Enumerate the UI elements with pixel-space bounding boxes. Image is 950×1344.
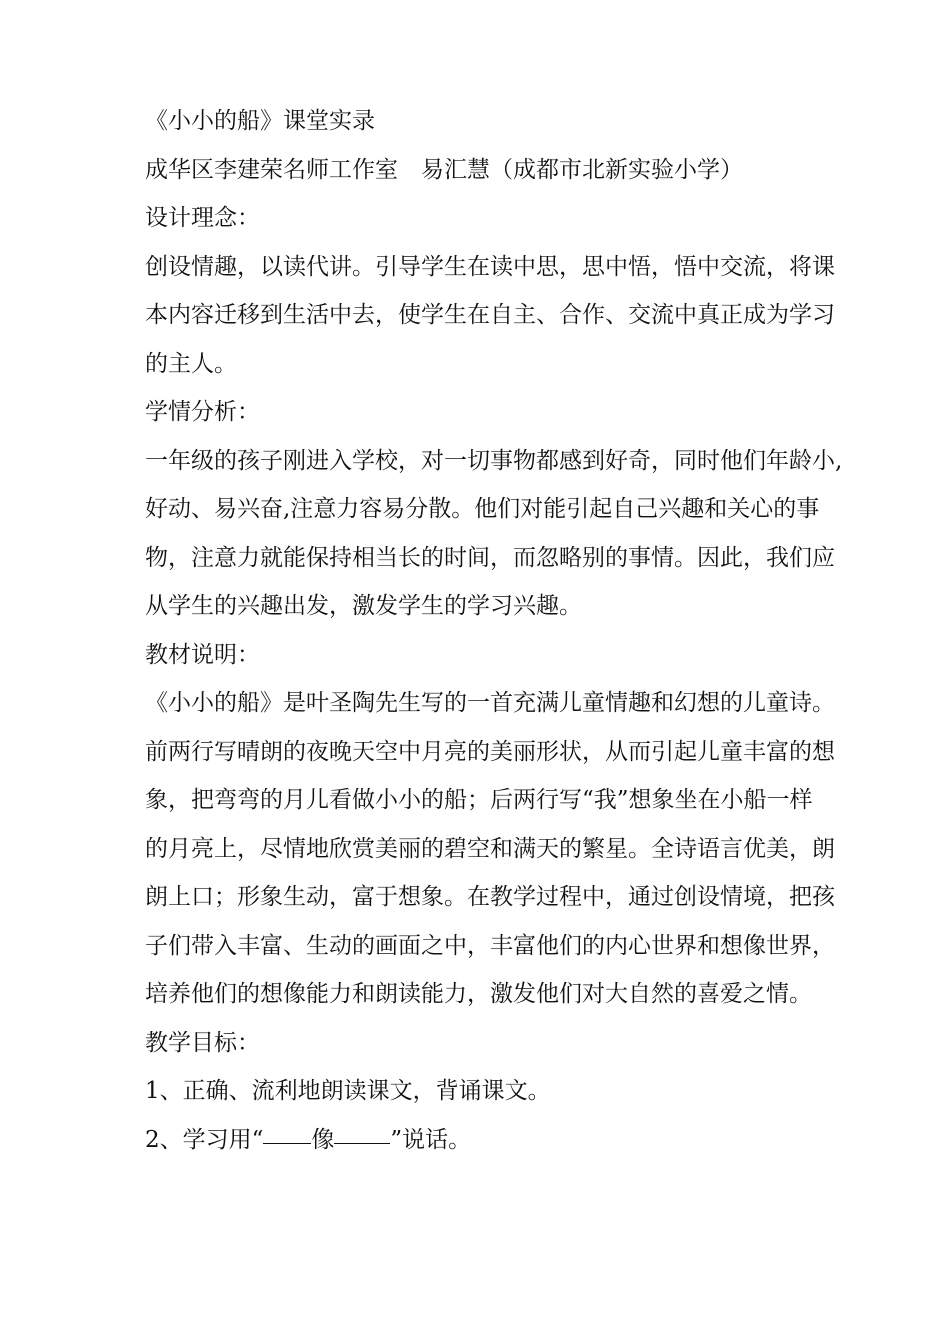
section-heading-textbook-notes: 教材说明： <box>145 641 260 668</box>
paragraph-line: 创设情趣，以读代讲。引导学生在读中思，思中悟，悟中交流，将课 <box>145 253 835 280</box>
fill-in-blank <box>263 1117 311 1144</box>
paragraph-line: 朗上口；形象生动，富于想象。在教学过程中，通过创设情境，把孩 <box>145 884 835 910</box>
section-heading-design-concept: 设计理念： <box>145 205 260 231</box>
paragraph-line: 的主人。 <box>145 350 237 377</box>
paragraph-line: 的月亮上，尽情地欣赏美丽的碧空和满天的繁星。全诗语言优美，朗 <box>145 835 835 862</box>
fill-in-blank <box>334 1117 390 1144</box>
author-line: 成华区李建荣名师工作室 易汇慧（成都市北新实验小学） <box>145 156 743 183</box>
paragraph-line: 物，注意力就能保持相当长的时间，而忽略别的事情。因此，我们应 <box>145 544 835 571</box>
paragraph-line: 本内容迁移到生活中去，使学生在自主、合作、交流中真正成为学习 <box>145 302 835 328</box>
paragraph-line: 好动、易兴奋,注意力容易分散。他们对能引起自己兴趣和关心的事 <box>145 496 820 522</box>
document-body <box>145 97 843 1164</box>
goal-middle: 像 <box>311 1126 335 1153</box>
paragraph-line: 前两行写晴朗的夜晚天空中月亮的美丽形状，从而引起儿童丰富的想 <box>145 738 835 765</box>
section-heading-teaching-goals: 教学目标： <box>145 1029 260 1056</box>
paragraph-line: 象，把弯弯的月儿看做小小的船；后两行写“我”想象坐在小船一样 <box>145 787 813 813</box>
document-title: 《小小的船》课堂实录 <box>145 108 375 134</box>
paragraph-line: 培养他们的想像能力和朗读能力，激发他们对大自然的喜爱之情。 <box>145 981 812 1007</box>
section-heading-learner-analysis: 学情分析： <box>145 399 260 425</box>
paragraph-line: 从学生的兴趣出发，激发学生的学习兴趣。 <box>145 593 582 619</box>
paragraph-line: 《小小的船》是叶圣陶先生写的一首充满儿童情趣和幻想的儿童诗。 <box>145 690 835 716</box>
teaching-goal-item <box>145 1116 825 1165</box>
teaching-goal-item: 1、正确、流利地朗读课文，背诵课文。 <box>145 1078 551 1104</box>
paragraph-line: 子们带入丰富、生动的画面之中，丰富他们的内心世界和想像世界， <box>145 932 835 959</box>
goal-suffix: ”说话。 <box>390 1126 472 1153</box>
goal-prefix: 2、学习用“ <box>145 1126 264 1153</box>
paragraph-line: 一年级的孩子刚进入学校，对一切事物都感到好奇，同时他们年龄小, <box>145 447 843 474</box>
